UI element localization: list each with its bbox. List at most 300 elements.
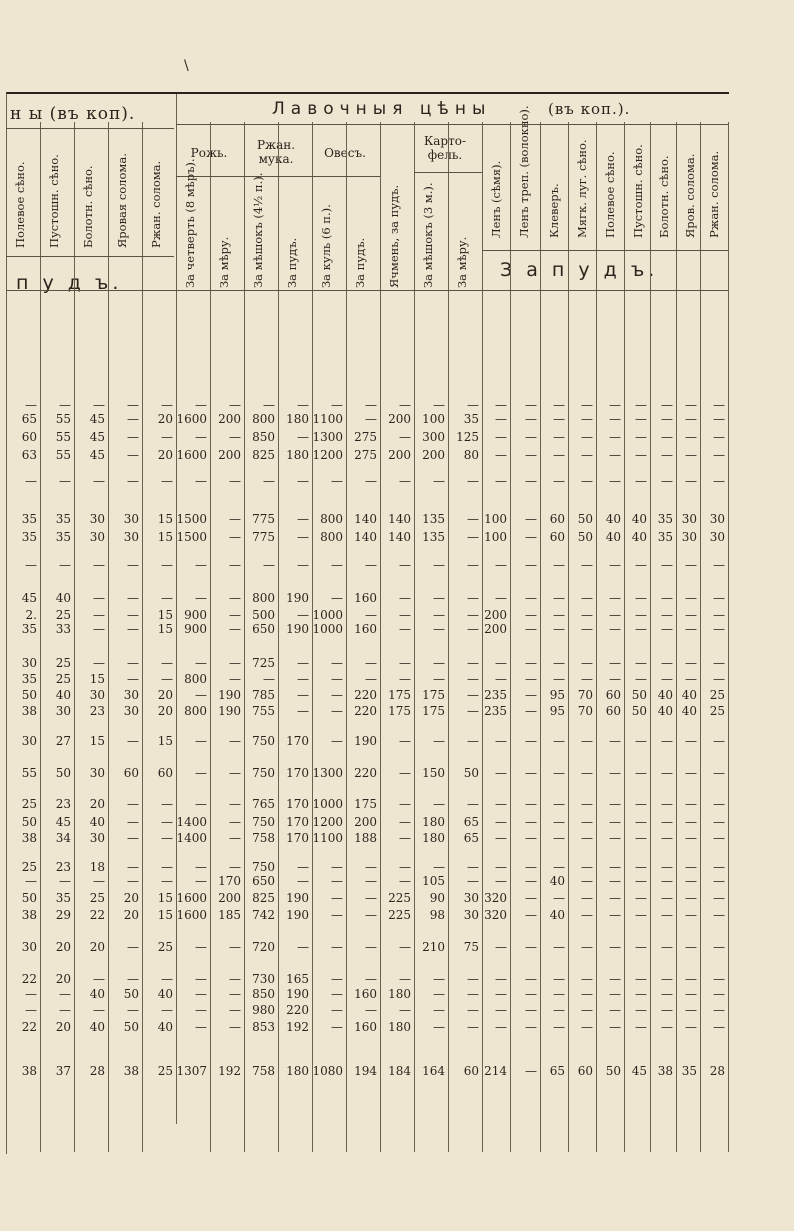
table-cell: — — [525, 940, 537, 954]
table-cell: — — [553, 972, 565, 986]
table-cell: 22 — [89, 908, 105, 922]
table-cell: 164 — [422, 1064, 445, 1078]
column-rule — [210, 122, 211, 1152]
table-cell: — — [195, 558, 207, 572]
table-cell: — — [365, 874, 377, 888]
table-cell: 750 — [252, 815, 275, 829]
table-cell: — — [635, 860, 647, 874]
table-cell: — — [685, 622, 697, 636]
table-cell: — — [467, 622, 479, 636]
table-cell: — — [331, 860, 343, 874]
table-cell: 100 — [484, 512, 507, 526]
table-cell: 30 — [55, 704, 71, 718]
table-cell: — — [661, 815, 673, 829]
table-cell: 190 — [354, 734, 377, 748]
table-cell: — — [365, 1003, 377, 1017]
table-cell: 800 — [252, 591, 275, 605]
table-cell: — — [495, 591, 507, 605]
table-cell: 1100 — [312, 831, 343, 845]
table-cell: 80 — [463, 448, 479, 462]
table-cell: 1400 — [176, 831, 207, 845]
table-cell: — — [525, 591, 537, 605]
table-cell: — — [609, 987, 621, 1001]
column-header-c13: За мѣшокъ (3 м.). — [421, 182, 435, 288]
table-cell: — — [365, 608, 377, 622]
table-cell: 170 — [286, 734, 309, 748]
table-cell: 160 — [354, 987, 377, 1001]
table-cell: — — [195, 688, 207, 702]
table-cell: 35 — [55, 530, 71, 544]
table-cell: 20 — [157, 688, 173, 702]
table-cell: 1600 — [176, 908, 207, 922]
column-header-c21: Болотн. сѣно. — [657, 155, 671, 238]
table-cell: — — [433, 591, 445, 605]
table-cell: — — [581, 891, 593, 905]
table-cell: 20 — [89, 940, 105, 954]
table-cell: 50 — [605, 1064, 621, 1078]
table-cell: 235 — [484, 704, 507, 718]
table-cell: 90 — [429, 891, 445, 905]
table-cell: — — [553, 398, 565, 412]
column-rule — [244, 122, 245, 1152]
table-cell: 20 — [55, 940, 71, 954]
table-cell: 15 — [157, 530, 173, 544]
table-cell: — — [93, 1003, 105, 1017]
table-cell: — — [399, 860, 411, 874]
table-cell: — — [229, 512, 241, 526]
column-rule — [540, 122, 541, 1152]
table-cell: — — [297, 608, 309, 622]
table-cell: — — [331, 688, 343, 702]
table-cell: 30 — [89, 530, 105, 544]
table-cell: — — [297, 874, 309, 888]
table-cell: — — [495, 940, 507, 954]
table-cell: 850 — [252, 430, 275, 444]
table-cell: — — [525, 891, 537, 905]
column-rule — [176, 94, 177, 1124]
table-cell: — — [713, 815, 725, 829]
table-cell: — — [365, 412, 377, 426]
table-cell: — — [581, 940, 593, 954]
table-cell: 35 — [657, 530, 673, 544]
table-cell: 194 — [354, 1064, 377, 1078]
table-cell: — — [331, 874, 343, 888]
table-cell: — — [229, 656, 241, 670]
table-cell: — — [553, 797, 565, 811]
table-cell: — — [495, 412, 507, 426]
table-cell: — — [581, 987, 593, 1001]
table-cell: 45 — [55, 815, 71, 829]
table-cell: — — [161, 591, 173, 605]
table-cell: 40 — [157, 987, 173, 1001]
table-cell: 190 — [286, 591, 309, 605]
table-cell: — — [609, 874, 621, 888]
table-cell: — — [635, 891, 647, 905]
table-cell: — — [635, 908, 647, 922]
table-cell: — — [713, 891, 725, 905]
table-cell: 95 — [549, 704, 565, 718]
table-cell: 50 — [55, 766, 71, 780]
table-cell: — — [525, 797, 537, 811]
table-cell: — — [713, 972, 725, 986]
table-cell: — — [495, 558, 507, 572]
table-cell: — — [635, 412, 647, 426]
table-cell: — — [127, 815, 139, 829]
table-cell: 40 — [549, 874, 565, 888]
table-cell: — — [635, 987, 647, 1001]
table-cell: — — [195, 797, 207, 811]
table-cell: — — [127, 734, 139, 748]
table-cell: 60 — [549, 530, 565, 544]
table-cell: — — [553, 940, 565, 954]
table-cell: 35 — [55, 512, 71, 526]
table-cell: — — [297, 672, 309, 686]
table-cell: 28 — [89, 1064, 105, 1078]
table-cell: 180 — [286, 412, 309, 426]
table-cell: 190 — [218, 688, 241, 702]
table-cell: 200 — [354, 815, 377, 829]
table-cell: — — [609, 972, 621, 986]
table-cell: 95 — [549, 688, 565, 702]
table-cell: — — [581, 608, 593, 622]
table-cell: 160 — [354, 622, 377, 636]
table-cell: — — [467, 656, 479, 670]
table-cell: — — [161, 430, 173, 444]
column-rule — [510, 122, 511, 1152]
table-cell: — — [467, 704, 479, 718]
table-cell: — — [433, 972, 445, 986]
table-cell: 40 — [631, 512, 647, 526]
table-cell: 25 — [157, 940, 173, 954]
table-cell: — — [433, 987, 445, 1001]
subgroup-oats: Овесъ. — [324, 146, 366, 160]
table-cell: — — [331, 591, 343, 605]
table-cell: — — [467, 591, 479, 605]
table-cell: 1100 — [312, 412, 343, 426]
column-header-c23: Ржан. солома. — [707, 150, 721, 238]
table-cell: — — [525, 1064, 537, 1078]
table-cell: — — [365, 972, 377, 986]
table-cell: — — [525, 398, 537, 412]
column-rule — [568, 122, 569, 1152]
table-cell: — — [635, 591, 647, 605]
column-rule — [142, 122, 143, 1152]
table-cell: — — [331, 558, 343, 572]
table-cell: — — [635, 734, 647, 748]
table-cell: — — [661, 1020, 673, 1034]
table-cell: 175 — [422, 688, 445, 702]
table-cell: — — [685, 815, 697, 829]
table-cell: — — [297, 656, 309, 670]
table-cell: — — [433, 1020, 445, 1034]
table-cell: 15 — [157, 608, 173, 622]
column-header-c14: За мѣру. — [455, 236, 469, 288]
subgroup-rye-flour: Ржан. мука. — [256, 138, 296, 166]
table-cell: — — [609, 1020, 621, 1034]
table-cell: — — [635, 940, 647, 954]
table-cell: — — [635, 815, 647, 829]
table-cell: — — [433, 622, 445, 636]
table-cell: 180 — [388, 1020, 411, 1034]
table-cell: — — [297, 940, 309, 954]
table-cell: — — [195, 591, 207, 605]
table-cell: 190 — [286, 908, 309, 922]
table-cell: — — [127, 448, 139, 462]
table-cell: — — [581, 672, 593, 686]
table-cell: — — [25, 987, 37, 1001]
table-cell: — — [331, 474, 343, 488]
table-cell: — — [25, 558, 37, 572]
table-cell: 2. — [25, 608, 37, 622]
header-rule — [6, 128, 174, 129]
table-cell: — — [495, 672, 507, 686]
table-cell: 60 — [577, 1064, 593, 1078]
table-cell: — — [161, 672, 173, 686]
column-header-c10: За куль (6 п.). — [319, 204, 333, 288]
table-cell: 35 — [681, 1064, 697, 1078]
table-cell: — — [713, 672, 725, 686]
column-rule — [380, 122, 381, 1152]
table-cell: — — [195, 1020, 207, 1034]
table-cell: — — [685, 591, 697, 605]
table-cell: — — [399, 672, 411, 686]
table-cell: 20 — [55, 972, 71, 986]
table-cell: 38 — [123, 1064, 139, 1078]
table-cell: — — [685, 874, 697, 888]
table-cell: — — [581, 656, 593, 670]
table-cell: — — [495, 831, 507, 845]
table-cell: 170 — [286, 766, 309, 780]
table-cell: 55 — [55, 412, 71, 426]
table-cell: — — [161, 558, 173, 572]
table-cell: 50 — [577, 512, 593, 526]
table-cell: — — [331, 656, 343, 670]
table-cell: 200 — [388, 412, 411, 426]
table-cell: — — [93, 558, 105, 572]
table-cell: — — [685, 797, 697, 811]
table-cell: 1200 — [312, 448, 343, 462]
table-cell: 320 — [484, 891, 507, 905]
table-cell: — — [127, 591, 139, 605]
header-rule — [482, 250, 728, 251]
table-cell: 45 — [21, 591, 37, 605]
table-cell: 170 — [286, 815, 309, 829]
table-cell: — — [229, 987, 241, 1001]
column-header-c15: Ленъ (сѣмя). — [489, 160, 503, 238]
table-cell: 1000 — [312, 608, 343, 622]
table-cell: — — [581, 734, 593, 748]
table-cell: — — [525, 412, 537, 426]
table-cell: — — [229, 940, 241, 954]
table-cell: — — [297, 530, 309, 544]
table-cell: — — [229, 734, 241, 748]
table-cell: 140 — [354, 512, 377, 526]
table-cell: 20 — [157, 704, 173, 718]
table-cell: 70 — [577, 688, 593, 702]
table-cell: — — [525, 1003, 537, 1017]
column-rule — [650, 122, 651, 1152]
table-cell: 1400 — [176, 815, 207, 829]
table-cell: 190 — [218, 704, 241, 718]
table-cell: — — [713, 734, 725, 748]
table-cell: — — [229, 972, 241, 986]
table-cell: — — [495, 1003, 507, 1017]
column-rule — [448, 122, 449, 1152]
table-cell: — — [525, 1020, 537, 1034]
table-cell: — — [635, 558, 647, 572]
table-cell: 40 — [157, 1020, 173, 1034]
table-cell: — — [365, 474, 377, 488]
table-cell: — — [263, 474, 275, 488]
table-cell: — — [525, 656, 537, 670]
table-cell: — — [229, 672, 241, 686]
table-cell: — — [399, 558, 411, 572]
table-cell: — — [609, 398, 621, 412]
table-cell: 200 — [218, 448, 241, 462]
table-cell: — — [399, 1003, 411, 1017]
table-cell: — — [195, 940, 207, 954]
table-cell: — — [161, 797, 173, 811]
table-cell: 100 — [484, 530, 507, 544]
table-cell: 30 — [709, 530, 725, 544]
table-cell: — — [661, 558, 673, 572]
table-cell: — — [661, 831, 673, 845]
table-cell: — — [195, 766, 207, 780]
table-cell: 210 — [422, 940, 445, 954]
table-cell: — — [635, 430, 647, 444]
table-cell: — — [495, 430, 507, 444]
table-cell: — — [93, 656, 105, 670]
table-cell: — — [635, 874, 647, 888]
column-rule — [312, 122, 313, 1152]
table-cell: — — [581, 412, 593, 426]
table-cell: 29 — [55, 908, 71, 922]
column-rule — [346, 122, 347, 1152]
table-cell: — — [609, 430, 621, 444]
table-cell: 750 — [252, 766, 275, 780]
right-group-suffix: (въ коп.). — [548, 100, 631, 118]
table-cell: — — [713, 558, 725, 572]
table-cell: — — [609, 448, 621, 462]
table-cell: — — [635, 398, 647, 412]
table-cell: — — [365, 940, 377, 954]
table-cell: — — [399, 940, 411, 954]
table-cell: — — [685, 656, 697, 670]
column-header-c8: За мѣшокъ (4½ п.). — [251, 172, 265, 288]
table-cell: — — [609, 797, 621, 811]
table-cell: — — [399, 430, 411, 444]
table-cell: 825 — [252, 891, 275, 905]
column-rule — [482, 122, 483, 1152]
table-cell: — — [195, 972, 207, 986]
header-rule — [176, 176, 380, 177]
table-cell: 30 — [463, 891, 479, 905]
table-cell: — — [635, 672, 647, 686]
table-cell: — — [331, 972, 343, 986]
table-cell: — — [553, 622, 565, 636]
table-cell: 25 — [709, 688, 725, 702]
table-cell: — — [661, 412, 673, 426]
table-cell: — — [713, 908, 725, 922]
table-cell: — — [399, 766, 411, 780]
table-cell: — — [661, 398, 673, 412]
table-cell: 40 — [657, 704, 673, 718]
table-cell: — — [297, 430, 309, 444]
table-cell: 30 — [21, 656, 37, 670]
table-cell: — — [661, 908, 673, 922]
table-cell: — — [661, 448, 673, 462]
table-cell: — — [609, 734, 621, 748]
table-cell: 220 — [354, 766, 377, 780]
table-cell: 125 — [456, 430, 479, 444]
table-cell: — — [525, 512, 537, 526]
table-cell: — — [127, 797, 139, 811]
table-cell: 15 — [157, 734, 173, 748]
table-cell: — — [713, 860, 725, 874]
table-cell: — — [127, 972, 139, 986]
stray-pen-mark: \ — [184, 58, 189, 74]
column-header-c11: За пудъ. — [353, 237, 367, 288]
table-cell: — — [399, 972, 411, 986]
table-cell: — — [495, 474, 507, 488]
table-cell: 65 — [463, 815, 479, 829]
table-cell: 50 — [21, 891, 37, 905]
table-cell: — — [661, 972, 673, 986]
column-rule — [108, 122, 109, 1152]
table-cell: 1600 — [176, 448, 207, 462]
table-cell: — — [581, 766, 593, 780]
table-cell: — — [229, 530, 241, 544]
table-cell: — — [581, 815, 593, 829]
table-cell: 60 — [21, 430, 37, 444]
table-cell: — — [433, 608, 445, 622]
table-cell: — — [467, 874, 479, 888]
table-cell: 742 — [252, 908, 275, 922]
table-cell: 40 — [605, 530, 621, 544]
table-cell: — — [399, 656, 411, 670]
table-cell: — — [581, 474, 593, 488]
table-cell: — — [229, 622, 241, 636]
table-cell: 45 — [89, 448, 105, 462]
column-rule — [728, 122, 729, 1152]
table-cell: — — [635, 766, 647, 780]
table-cell: — — [635, 831, 647, 845]
table-cell: 140 — [354, 530, 377, 544]
table-cell: — — [553, 558, 565, 572]
table-cell: — — [161, 874, 173, 888]
table-cell: — — [635, 972, 647, 986]
table-cell: — — [467, 512, 479, 526]
table-cell: 170 — [286, 831, 309, 845]
table-cell: — — [661, 860, 673, 874]
table-cell: 175 — [422, 704, 445, 718]
table-cell: — — [161, 972, 173, 986]
table-cell: 65 — [21, 412, 37, 426]
table-cell: — — [525, 688, 537, 702]
table-cell: — — [495, 734, 507, 748]
table-cell: — — [59, 474, 71, 488]
table-cell: 25 — [55, 608, 71, 622]
table-cell: 800 — [184, 672, 207, 686]
column-header-c7: За мѣру. — [217, 236, 231, 288]
table-cell: — — [635, 474, 647, 488]
table-cell: 18 — [89, 860, 105, 874]
table-cell: 730 — [252, 972, 275, 986]
table-cell: 190 — [286, 891, 309, 905]
table-cell: — — [713, 766, 725, 780]
table-cell: — — [331, 704, 343, 718]
table-cell: — — [399, 591, 411, 605]
